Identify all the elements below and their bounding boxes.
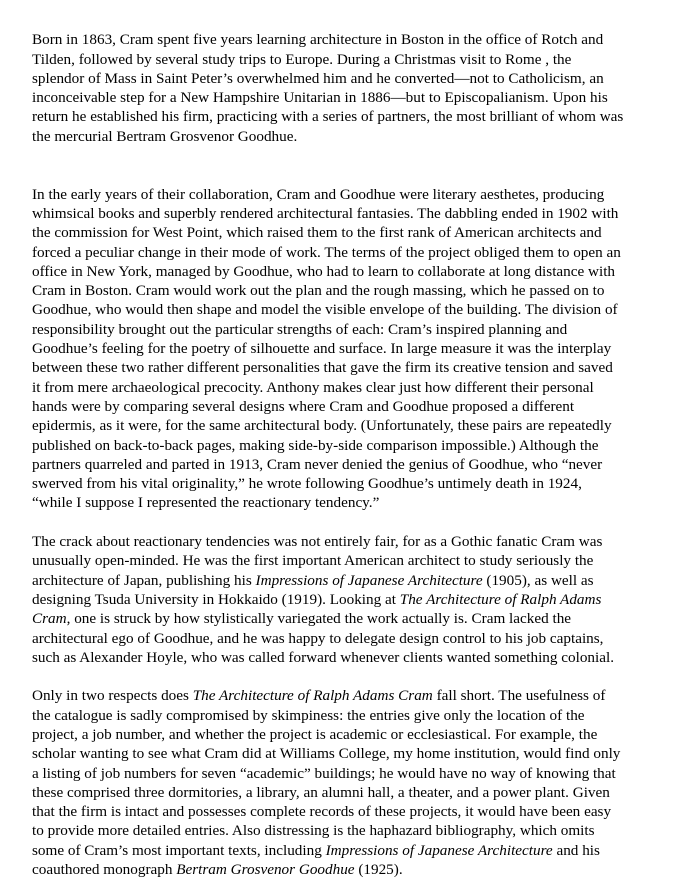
paragraph-catalogue-shortcomings <box>32 686 677 879</box>
text-run: fall short. The usefulness of the catalogue is sadly compromised by skimpiness: the entries give only the location of the project, a job number, and whether the project is academic or ecclesiastical. For example, the scholar wanting to see what Cram did at Williams College, my home institution, would find only a listing of job numbers for seven “academic” buildings; he would have no way of knowing that these comprised three dormitories, a library, an alumni hall, a theater, and a power plant. Given that the firm is intact and possesses complete records of these projects, it would have been easy to provide more detailed entries. Also distressing is the haphazard bibliography, which omits some of Cram’s most important texts, including <box>32 687 621 859</box>
text-run: and his coauthored monograph <box>32 841 600 879</box>
text-run: (1905), as well as designing Tsuda University in Hokkaido (1919). Looking at <box>32 571 594 608</box>
text-run: , one is struck by how stylistically variegated the work actually is. Cram lacked the architectural ego of Goodhue, and he was happy to delegate design control to his job captains, such as Alexander Hoyle, who was called forward whenever clients wanted something colonial. <box>32 610 615 666</box>
book-title-italic: The Architecture of Ralph Adams Cram <box>192 687 433 705</box>
text-run: Born in 1863, Cram spent five years learning architecture in Boston in the office of Rotch and Tilden, followed by several study trips to Europe. During a Christmas visit to Rome , the splendor of Mass in Saint Peter’s overwhelmed him and he converted—not to Catholicism, an inconceivable step for a New Hampshire Unitarian in 1886—but to Episcopalianism. Upon his return he established his firm, practicing with a series of partners, the most brilliant of whom was the mercurial Bertram Grosvenor Goodhue. <box>32 31 624 145</box>
text-run: In the early years of their collaboration, Cram and Goodhue were literary aesthetes, producing whimsical books and superbly rendered architectural fantasies. The dabbling ended in 1902 with the commission for West Point, which raised them to the first rank of American architects and forced a peculiar change in their mode of work. The terms of the project obliged them to open an office in New York, managed by Goodhue, who had to learn to collaborate at long distance with Cram in Boston. Cram would work out the plan and the rough massing, which he passed on to Goodhue, who would then shape and model the visible envelope of the building. The division of responsibility brought out the particular strengths of each: Cram’s inspired planning and Goodhue’s feeling for the poetry of silhouette and surface. In large measure it was the interplay between these two rather different personalities that gave the firm its creative tension and saved it from mere archaeological precocity. Anthony makes clear just how different their personal hands were by comparing several designs where Cram and Goodhue proposed a different epidermis, as it were, for the same architectural body. (Unfortunately, these pairs are repeatedly published on back-to-back pages, making side-by-side comparison impossible.) Although the partners quarreled and parted in 1913, Cram never denied the genius of Goodhue, who “never swerved from his vital originality,” he wrote following Goodhue’s untimely death in 1924, “while I suppose I represented the reactionary tendency.” <box>32 185 621 512</box>
book-title-italic: Impressions of Japanese Architecture <box>325 841 553 859</box>
paragraph-cram-early-life <box>32 11 677 146</box>
paragraph-cram-goodhue-collaboration <box>32 165 677 512</box>
book-title-italic: Bertram Grosvenor Goodhue <box>176 861 355 879</box>
text-run: (1925). <box>354 861 403 879</box>
book-title-italic: The Architecture of Ralph Adams Cram <box>32 590 602 628</box>
text-run: Only in two respects does <box>32 687 193 705</box>
book-title-italic: Impressions of Japanese Architecture <box>255 571 483 589</box>
text-run: The crack about reactionary tendencies was not entirely fair, for as a Gothic fanatic Cram was unusually open-minded. He was the first important American architect to study seriously the architecture of Japan, publishing his <box>32 533 603 589</box>
paragraph-reactionary-tendencies <box>32 532 677 667</box>
